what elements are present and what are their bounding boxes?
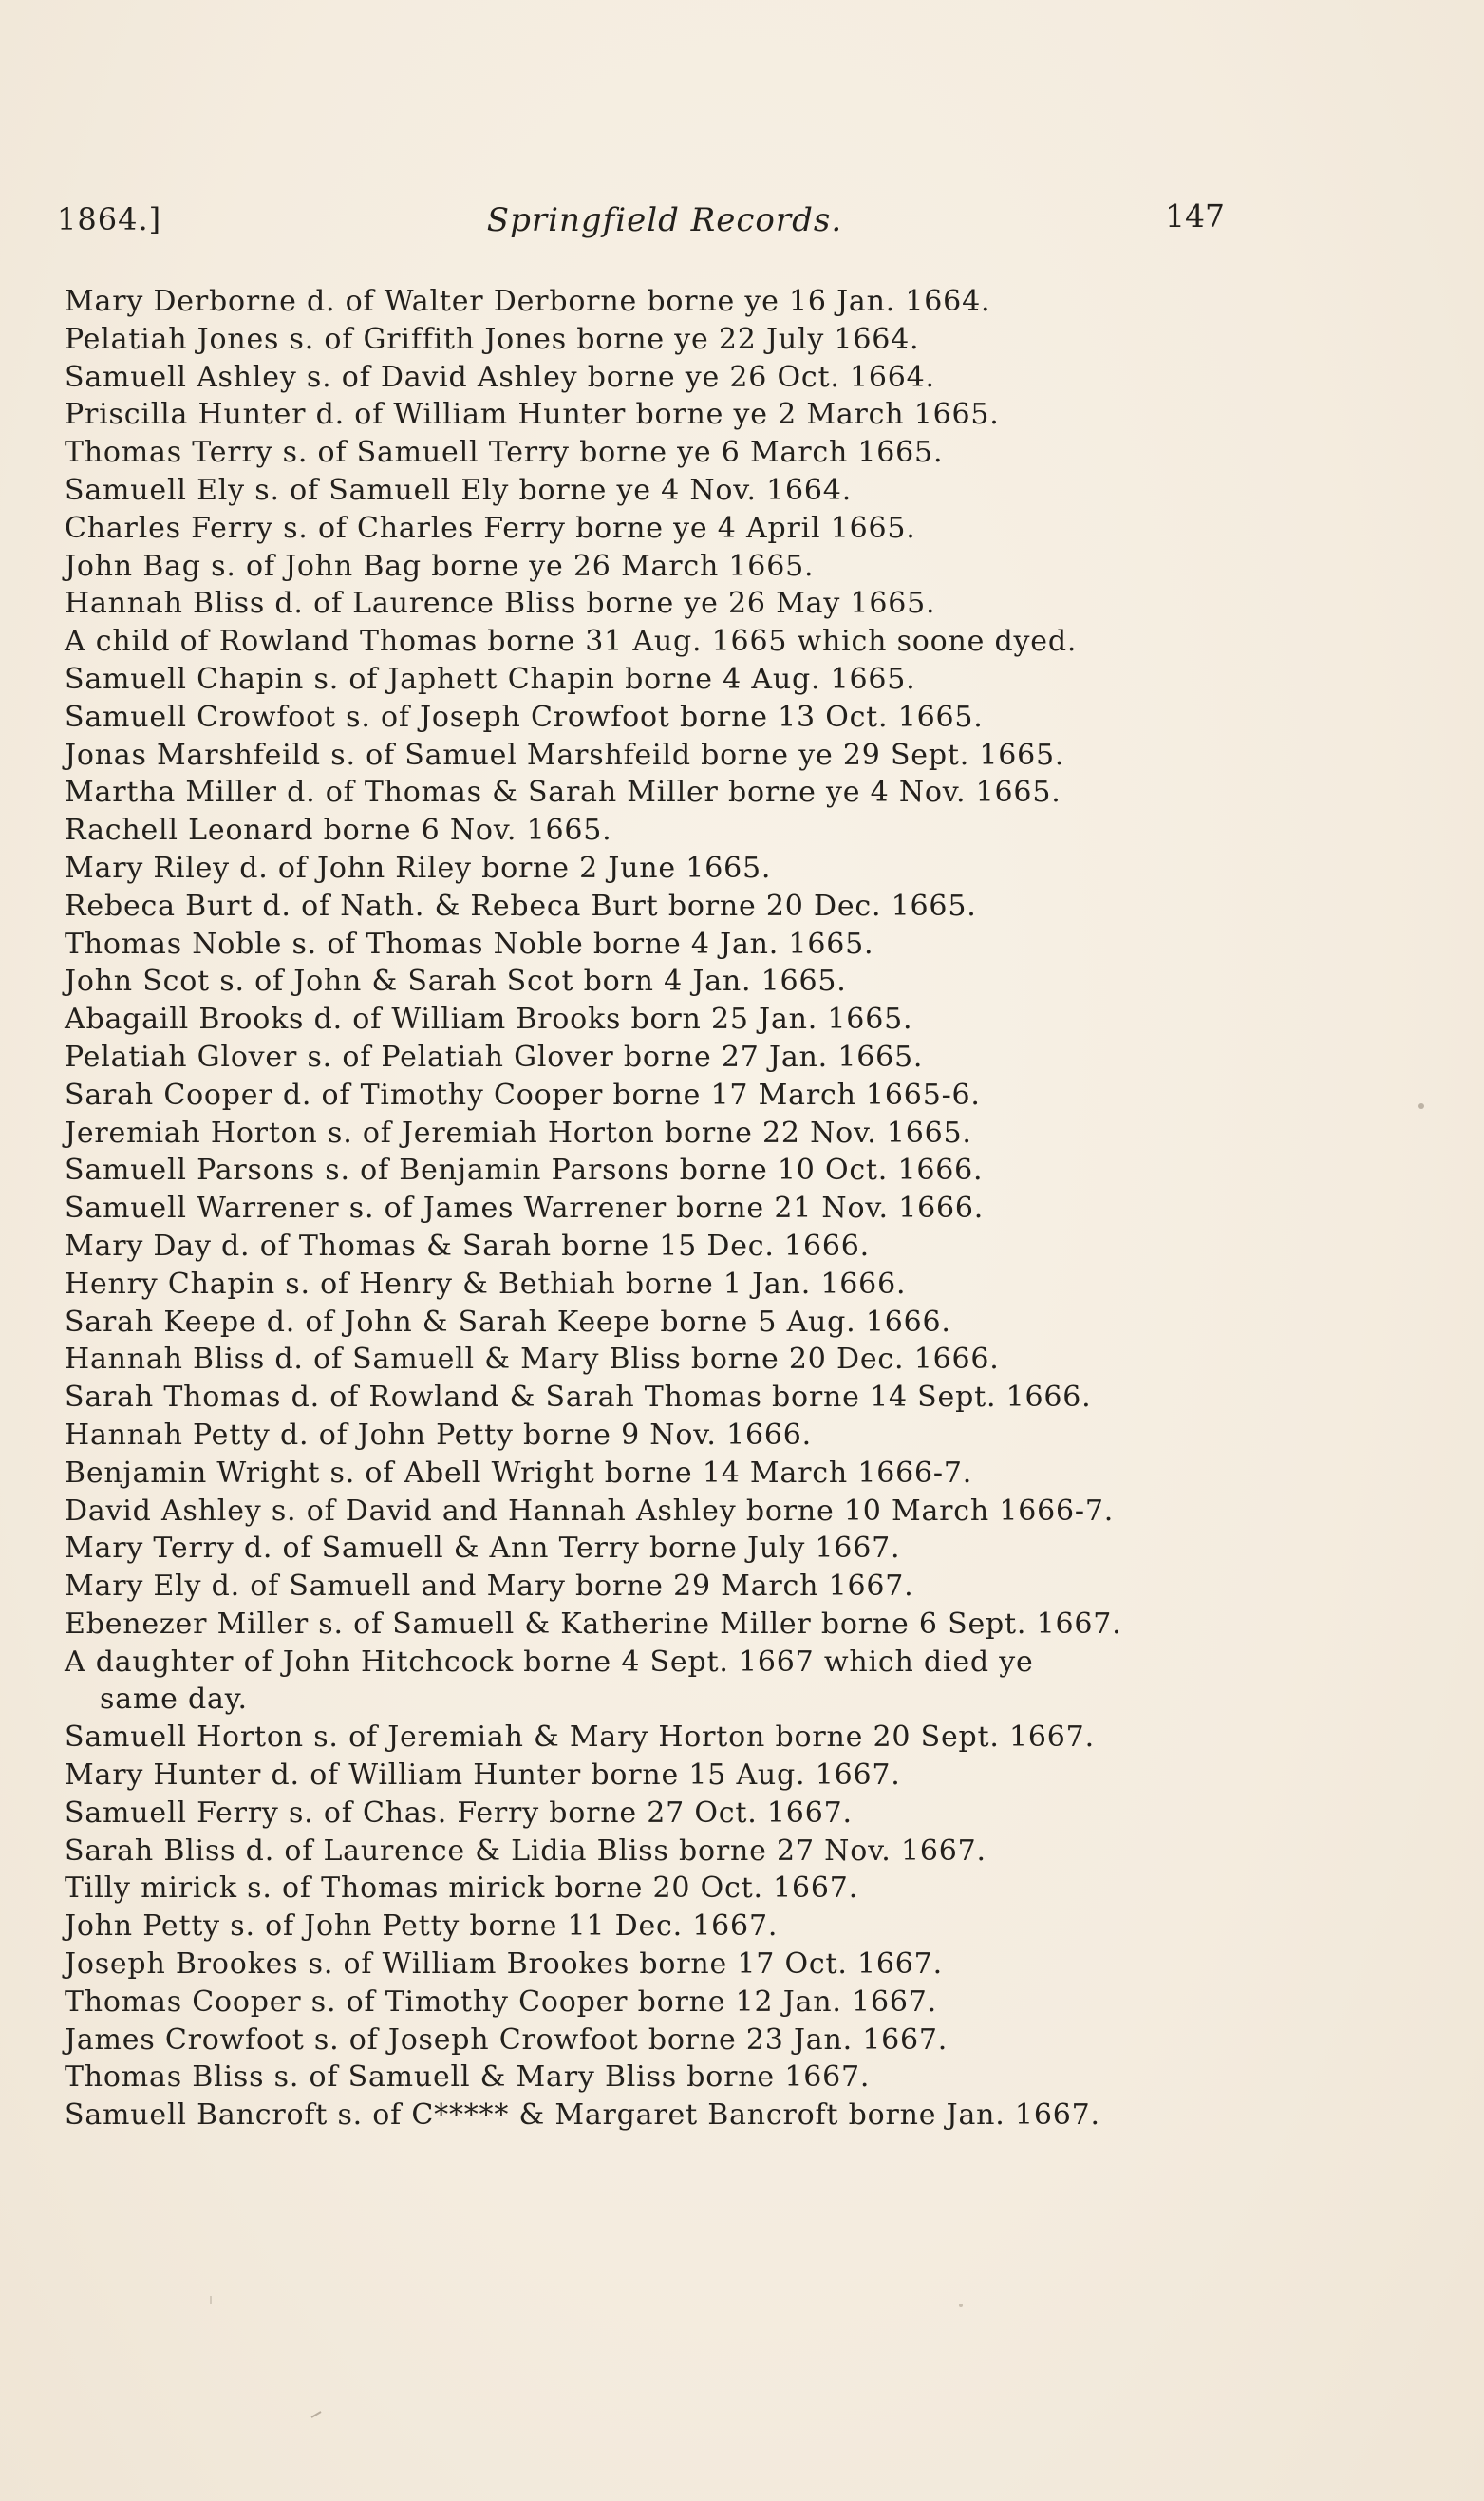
record-entry: Mary Day d. of Thomas & Sarah borne 15 Dec. 1666. [65,1229,870,1263]
record-entry: Tilly mirick s. of Thomas mirick borne 20 Oct. 1667. [65,1871,859,1906]
record-entry-continuation [65,1681,1242,1719]
record-entry: Joseph Brookes s. of William Brookes borne 17 Oct. 1667. [65,1947,943,1982]
record-entry: Hannah Bliss d. of Samuell & Mary Bliss borne 20 Dec. 1666. [65,1343,1000,1377]
record-entry: Abagaill Brooks d. of William Brooks born 25 Jan. 1665. [65,1003,913,1037]
record-entry: Pelatiah Jones s. of Griffith Jones borne ye 22 July 1664. [65,322,920,356]
record-entry: Thomas Noble s. of Thomas Noble borne 4 Jan. 1665. [65,927,874,961]
record-entry: John Petty s. of John Petty borne 11 Dec. 1667. [65,1909,779,1944]
record-entry: Martha Miller d. of Thomas & Sarah Miller borne ye 4 Nov. 1665. [65,776,1061,810]
header-year: 1864.] [57,201,162,237]
record-entry: Jeremiah Horton s. of Jeremiah Horton borne 22 Nov. 1665. [65,1116,972,1150]
record-entry: Priscilla Hunter d. of William Hunter borne ye 2 March 1665. [65,398,1000,432]
record-entry: Thomas Cooper s. of Timothy Cooper borne 12 Jan. 1667. [65,1984,937,2019]
record-entry: John Scot s. of John & Sarah Scot born 4 Jan. 1665. [65,965,847,999]
record-entry: Benjamin Wright s. of Abell Wright borne 14 March 1666-7. [65,1456,973,1490]
record-entry: Sarah Thomas d. of Rowland & Sarah Thomas borne 14 Sept. 1666. [65,1381,1092,1415]
record-entry: Sarah Bliss d. of Laurence & Lidia Bliss borne 27 Nov. 1667. [65,1833,986,1868]
header-title: Springfield Records. [486,201,843,239]
record-entry: Thomas Bliss s. of Samuell & Mary Bliss borne 1667. [65,2060,871,2095]
record-entry: Samuell Parsons s. of Benjamin Parsons borne 10 Oct. 1666. [65,1154,984,1188]
record-entry: Mary Terry d. of Samuell & Ann Terry borne July 1667. [65,1532,901,1566]
record-entry: Mary Ely d. of Samuell and Mary borne 29 March 1667. [65,1570,914,1604]
record-entry: Mary Riley d. of John Riley borne 2 June 1665. [65,851,772,885]
record-entry: David Ashley s. of David and Hannah Ashley borne 10 March 1666-7. [65,1494,1115,1528]
record-entry: Samuell Ashley s. of David Ashley borne ye 26 Oct. 1664. [65,360,935,394]
record-entry: Sarah Cooper d. of Timothy Cooper borne 17 March 1665-6. [65,1078,981,1112]
record-entry: Samuell Crowfoot s. of Joseph Crowfoot borne 13 Oct. 1665. [65,700,984,734]
record-entry: Thomas Terry s. of Samuell Terry borne ye 6 March 1665. [65,436,944,470]
record-entry: John Bag s. of John Bag borne ye 26 March 1665. [65,549,815,583]
birth-record-list [65,283,1242,2134]
record-entry: Ebenezer Miller s. of Samuell & Katherine Miller borne 6 Sept. 1667. [65,1607,1122,1641]
record-entry: Samuell Warrener s. of James Warrener borne 21 Nov. 1666. [65,1192,985,1226]
paper-speck [1418,1103,1424,1109]
paper-speck [959,2304,963,2307]
record-entry: Pelatiah Glover s. of Pelatiah Glover borne 27 Jan. 1665. [65,1040,924,1074]
record-entry: A child of Rowland Thomas borne 31 Aug. 1665 which soone dyed. [65,625,1078,659]
paper-scratch [311,2412,321,2417]
record-entry: Hannah Bliss d. of Laurence Bliss borne ye 26 May 1665. [65,587,936,621]
continuation-text: same day. [100,1683,248,1717]
record-entry: Samuell Ferry s. of Chas. Ferry borne 27 Oct. 1667. [65,1796,853,1830]
record-entry: Samuell Ely s. of Samuell Ely borne ye 4 Nov. 1664. [65,473,853,507]
record-entry: Sarah Keepe d. of John & Sarah Keepe borne 5 Aug. 1666. [65,1305,951,1339]
record-entry: Henry Chapin s. of Henry & Bethiah borne 1 Jan. 1666. [65,1267,907,1301]
record-entry: Mary Hunter d. of William Hunter borne 15 Aug. 1667. [65,1758,901,1793]
running-header [57,197,1225,249]
record-entry: James Crowfoot s. of Joseph Crowfoot borne 23 Jan. 1667. [65,2022,949,2057]
record-entry: Hannah Petty d. of John Petty borne 9 Nov. 1666. [65,1418,812,1452]
record-entry: Mary Derborne d. of Walter Derborne borne ye 16 Jan. 1664. [65,285,991,318]
record-entry: Rachell Leonard borne 6 Nov. 1665. [65,814,612,848]
record-entry: Jonas Marshfeild s. of Samuel Marshfeild borne ye 29 Sept. 1665. [65,738,1065,772]
record-entry: A daughter of John Hitchcock borne 4 Sept. 1667 which died ye [65,1645,1034,1679]
record-entry: Samuell Horton s. of Jeremiah & Mary Horton borne 20 Sept. 1667. [65,1721,1095,1755]
record-entry: Charles Ferry s. of Charles Ferry borne ye 4 April 1665. [65,511,916,545]
record-entry: Samuell Bancroft s. of C***** & Margaret Bancroft borne Jan. 1667. [65,2098,1100,2133]
page-number: 147 [1165,197,1225,235]
record-entry: Samuell Chapin s. of Japhett Chapin borne 4 Aug. 1665. [65,662,916,696]
record-entry: Rebeca Burt d. of Nath. & Rebeca Burt borne 20 Dec. 1665. [65,889,977,923]
